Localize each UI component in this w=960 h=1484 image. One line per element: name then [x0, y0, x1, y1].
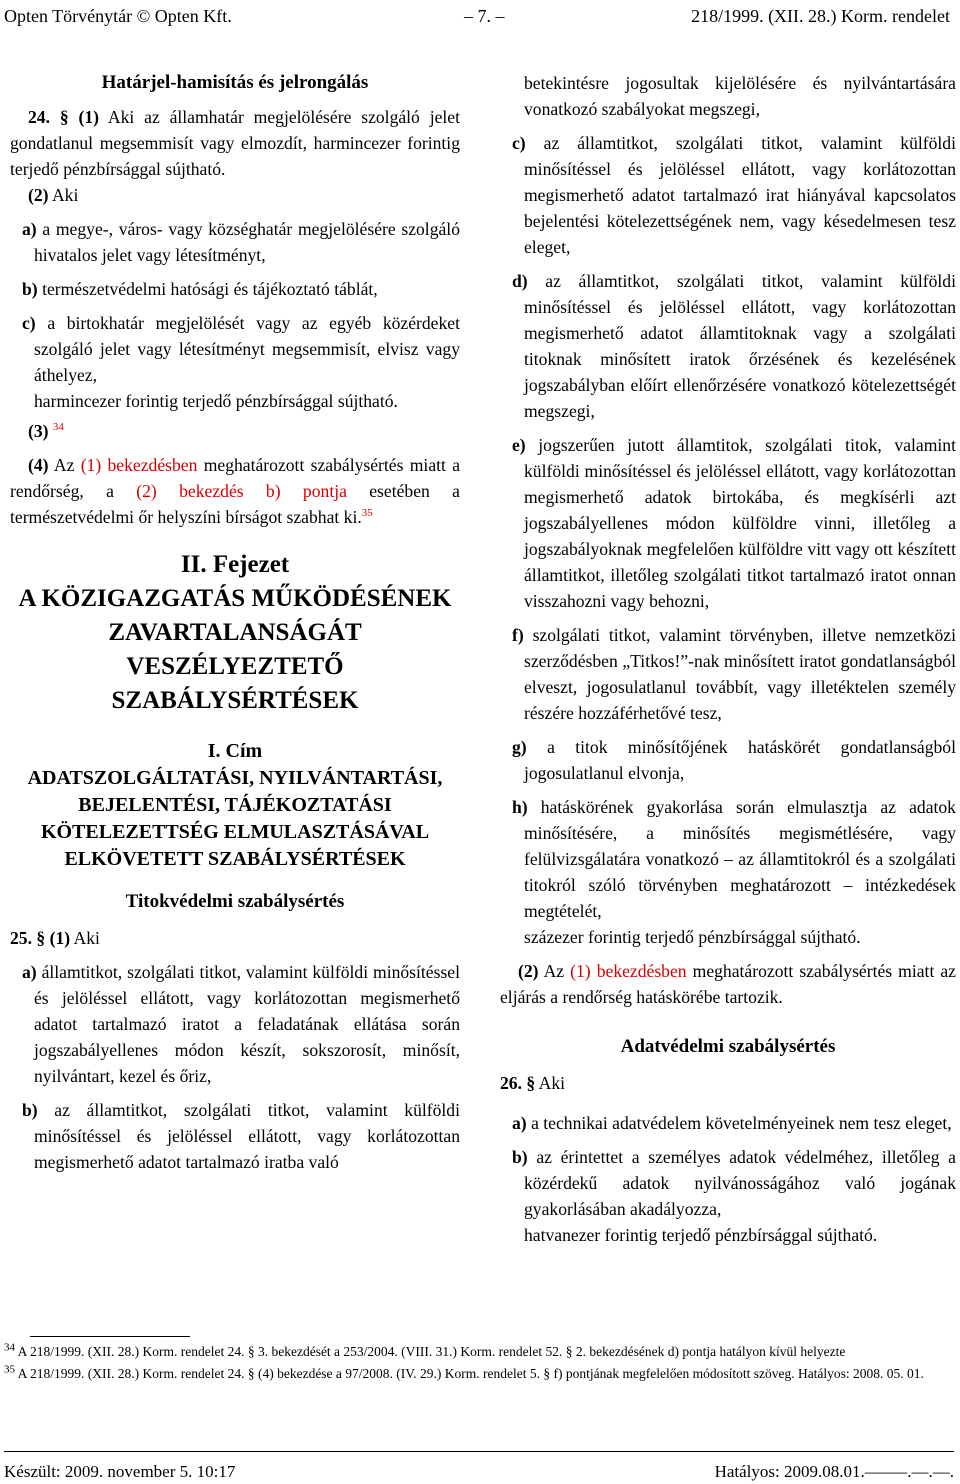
item-text: a titok minősítőjének hatáskörét gondatlanságból jogosulatlanul elvonja,: [524, 737, 956, 783]
item-label: b): [22, 1100, 38, 1120]
section-title-adatvedelmi: Adatvédelmi szabálysértés: [620, 1036, 836, 1057]
footnote-number: 35: [4, 1363, 15, 1376]
item-text: természetvédelmi hatósági és tájékoztató táblát,: [42, 279, 378, 299]
list-item: [10, 276, 460, 302]
s25-paragraph-1: [10, 925, 460, 951]
subsection-title-titokvedelmi: Titokvédelmi szabálysértés: [125, 891, 345, 912]
s25-p1-closing: százezer forintig terjedő pénzbírsággal sújtható.: [524, 927, 861, 947]
link-paragraph-1[interactable]: (1) bekezdésben: [570, 961, 687, 981]
item-text: a technikai adatvédelem követelményeinek nem tesz eleget,: [531, 1113, 952, 1133]
list-item: [500, 622, 956, 726]
header-publisher: Opten Törvénytár © Opten Kft.: [4, 6, 232, 26]
item-text: a megye-, város- vagy községhatár megjelölésére szolgáló hivatalos jelet vagy létesítményt,: [34, 219, 460, 265]
list-item: [500, 130, 956, 260]
item-text: az államtitkot, szolgálati titkot, valamint külföldi minősítéssel és jelöléssel ellátott, vagy korlátozottan megismerhető adatot államtitoknak vagy a szolgálati titoknak minősített iratok őrzésének és kezelésének jogszabályban előírt ellenőrzésére vonatkozó kötelezettségét megszegi,: [524, 271, 956, 421]
right-column: [500, 70, 956, 1248]
item-label: e): [512, 435, 526, 455]
item-label: f): [512, 625, 524, 645]
page-header: [4, 4, 950, 28]
s25-p2-text-b: meghatározott szabálysértés miatt az eljárás a rendőrség hatáskörébe tartozik.: [500, 961, 956, 1007]
item-text: a birtokhatár megjelölését vagy az egyéb közérdeket szolgáló jelet vagy létesítményt megsemmisít, elvisz vagy áthelyez,: [34, 313, 460, 385]
s25-text: Aki: [73, 928, 100, 948]
item-text: az államtitkot, szolgálati titkot, valamint külföldi minősítéssel és jelöléssel ellátott, vagy korlátozottan megismerhető adatot tartalmazó irat hiányával kapcsolatos bejelentési kötelezettségének nem, vagy késedelmesen tesz eleget,: [524, 133, 956, 257]
s24-p4-text-a: Az: [53, 455, 75, 475]
s26-closing: hatvanezer forintig terjedő pénzbírsággal sújtható.: [524, 1225, 878, 1245]
footnote-text: A 218/1999. (XII. 28.) Korm. rendelet 24. § (4) bekezdése a 97/2008. (IV. 29.) Korm. rendelet 5. § f) pontjának megfelelően módosított szöveg. Hatályos: 2008. 05. 01.: [17, 1366, 924, 1381]
item-label: d): [512, 271, 528, 291]
list-item: [500, 432, 956, 614]
footnote-divider: [30, 1336, 190, 1337]
footnotes: [4, 1342, 956, 1386]
s25-p2-text-a: Az: [543, 961, 565, 981]
s24-p4-text-b: meghatározott szabálysértés miatt a rendőrség, a: [10, 455, 461, 501]
s24-p1-number: 24. § (1): [28, 107, 99, 127]
item-text: az érintettet a személyes adatok védelméhez, illetőleg a közérdekű adatok nyilvánosságához való jogának gyakorlásában akadályozza,: [524, 1147, 956, 1219]
chapter-number: II. Fejezet: [180, 551, 290, 578]
s24-p2-number: (2): [28, 185, 49, 205]
s26-number: 26. §: [500, 1073, 536, 1093]
footnote-ref-35[interactable]: 35: [361, 507, 373, 520]
item-label: b): [512, 1147, 528, 1167]
s24-paragraph-3: [10, 418, 460, 444]
title-heading: ADATSZOLGÁLTATÁSI, NYILVÁNTARTÁSI, BEJELENTÉSI, TÁJÉKOZTATÁSI KÖTELEZETTSÉG ELMULASZTÁSÁVAL ELKÖVETETT SZABÁLYSÉRTÉSEK: [27, 767, 443, 870]
footer-effective: Hatályos: 2009.08.01.–––––.––.––.: [714, 1462, 954, 1481]
s24-p1-text: Aki az államhatár megjelölésére szolgáló jelet gondatlanul megsemmisít vagy elmozdít, harmincezer forintig terjedő pénzbírsággal sújtható.: [10, 107, 460, 179]
link-paragraph-1[interactable]: (1) bekezdésben: [80, 455, 198, 475]
footnote-number: 34: [4, 1341, 15, 1354]
item-label: a): [22, 962, 37, 982]
s24-p3-number: (3): [28, 421, 49, 441]
item-text: az államtitkot, szolgálati titkot, valamint külföldi minősítéssel és jelöléssel ellátott, vagy korlátozottan megismerhető adatot tartalmazó iratba való: [34, 1100, 460, 1172]
title-number: I. Cím: [207, 740, 263, 762]
page-footer: [4, 1451, 954, 1482]
item-text: államtitkot, szolgálati titkot, valamint külföldi minősítéssel és jelöléssel ellátott, vagy korlátozottan megismerhető adatot tartalmazó iratot a feladatának ellátása során jogszabályellenes módon készít, sokszorosít, minősít, nyilvántart, kezel és őriz,: [34, 962, 460, 1086]
s24-p4-text-c: esetében a természetvédelmi őr helyszíni bírságot szabhat ki.: [10, 481, 460, 527]
s26-paragraph: [500, 1070, 956, 1096]
link-paragraph-2-point-b[interactable]: (2) bekezdés b) pontja: [136, 481, 347, 501]
list-item: [10, 1097, 460, 1175]
list-item: [500, 794, 956, 924]
left-column: [10, 70, 460, 1175]
item-label: g): [512, 737, 527, 757]
section-title-hatarjel: Határjel-hamisítás és jelrongálás: [101, 72, 369, 93]
s24-paragraph-4: [10, 452, 460, 530]
item-label: b): [22, 279, 38, 299]
s25-number: 25. § (1): [10, 928, 71, 948]
s24-p4-number: (4): [28, 455, 49, 475]
list-item: [10, 959, 460, 1089]
s25-p2-number: (2): [518, 961, 539, 981]
footer-created: Készült: 2009. november 5. 10:17: [4, 1462, 236, 1481]
s26-text: Aki: [538, 1073, 566, 1093]
list-item: [10, 310, 460, 388]
s24-p2-closing: harmincezer forintig terjedő pénzbírsággal sújtható.: [34, 391, 398, 411]
s24-paragraph-2: [10, 182, 460, 208]
item-label: c): [512, 133, 526, 153]
item-label: c): [22, 313, 36, 333]
chapter-title: A KÖZIGAZGATÁS MŰKÖDÉSÉNEK ZAVARTALANSÁGÁT VESZÉLYEZTETŐ SZABÁLYSÉRTÉSEK: [18, 585, 452, 714]
item-text: hatáskörének gyakorlása során elmulasztja az adatok minősítésére, a minősítés megismétlésére, vagy felülvizsgálatára vonatkozó – az államtitokról és a szolgálati titokról szóló törvényben meghatározott – intézkedések megtételét,: [524, 797, 956, 921]
item-text: szolgálati titkot, valamint törvényben, illetve nemzetközi szerződésben „Titkos!”-nak minősített iratot gondatlanságból elveszt, jogosulatlanul továbbít, vagy illetéktelen személy részére hozzáférhetővé tesz,: [524, 625, 956, 723]
list-item: [500, 268, 956, 424]
item-label: h): [512, 797, 528, 817]
list-item: [500, 1110, 956, 1136]
s24-paragraph-1: [10, 104, 460, 182]
s25-paragraph-2: [500, 958, 956, 1010]
footnote-text: A 218/1999. (XII. 28.) Korm. rendelet 24. § 3. bekezdését a 253/2004. (VIII. 31.) Korm. rendelet 52. § 2. bekezdésének d) pontja hatályon kívül helyezte: [17, 1344, 846, 1359]
footnote-35: [4, 1364, 956, 1384]
footnote-ref-34[interactable]: 34: [52, 421, 64, 434]
item-label: a): [22, 219, 37, 239]
list-item: [500, 1144, 956, 1222]
s24-p2-text: Aki: [51, 185, 79, 205]
item-b-continuation: betekintésre jogosultak kijelölésére és nyilvántartására vonatkozó szabályokat megszegi,: [524, 73, 956, 119]
header-document-id: 218/1999. (XII. 28.) Korm. rendelet: [691, 6, 950, 26]
list-item: [500, 734, 956, 786]
header-page-number: – 7. –: [464, 6, 505, 26]
item-text: jogszerűen jutott államtitok, szolgálati titok, valamint külföldi minősítéssel és jelöléssel ellátott, vagy korlátozottan megismerhető adatok birtokába, és megkísérli azt jogszabályellenes módon külföldre vinni, illetőleg a jogszabályoknak megfelelően külföldre vitt vagy ott készített államtitkot, illetőleg szolgálati titkot tartalmazó iratot onnan visszahozni vagy behozni,: [524, 435, 956, 611]
footnote-34: [4, 1342, 956, 1362]
item-label: a): [512, 1113, 527, 1133]
list-item: [10, 216, 460, 268]
